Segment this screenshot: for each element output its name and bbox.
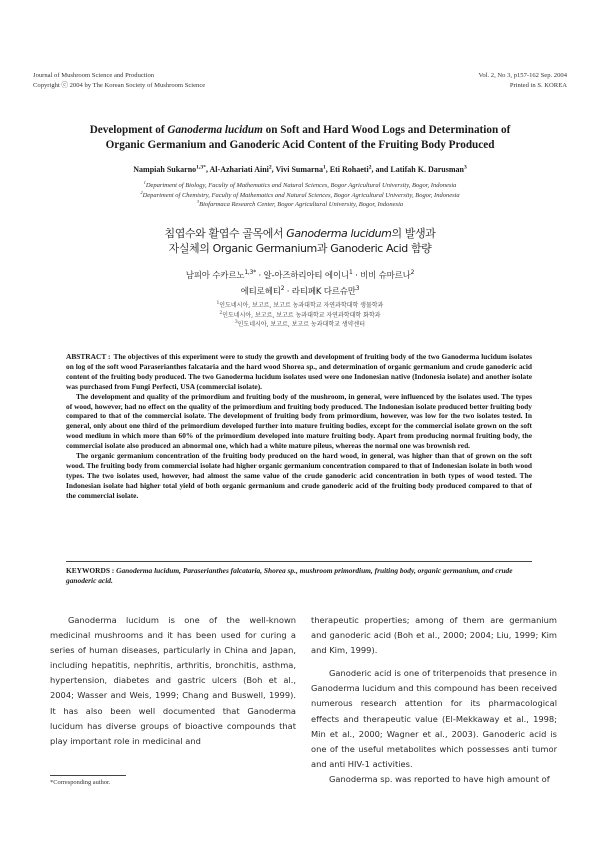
body-paragraph: Ganoderic acid is one of triterpenoids that presence in Ganoderma lucidum and this compound has been received numerous research attention for its pharmacological effects and therapeutic value (El-Mekkaway et al., 1998; Min et al., 2000; Wagner et al., 2003). Ganoderic acid is one of the useful metabolites which possesses anti tumor and anti HIV-1 activities. (311, 668, 557, 769)
keywords-label: KEYWORDS : (66, 566, 115, 575)
affiliation-3: $^3$Biofarmaca Research Center, Bogor Agricultural University, Bogor, Indonesia (196, 198, 404, 208)
keywords-text: Ganoderma lucidum, Paraserianthes falcataria, Shorea sp., mushroom primordium, fruiting body, organic germanium, and crude ganoderic acid. (66, 566, 513, 585)
korean-title-species: Ganoderma lucidum (286, 227, 392, 240)
keywords (66, 566, 532, 586)
korean-affiliations (40, 301, 560, 330)
title-part2: on Soft and Hard Wood Logs and Determination of (262, 124, 511, 136)
body-paragraph: Ganoderma lucidum is one of the well-known medicinal mushrooms and it has been used for curing a series of human diseases, particularly in China and Japan, including hepatitis, nephritis, arthritis, bronchitis, asthma, hypertension, diabetes and gastric ulcers (Boh et al., 2004; Wasser and Weis, 1999; Chang and Buswell, 1999). It has also been well documented that Ganoderma lucidum has diverse groups of bioactive compounds that play important role in medicinal and (50, 615, 296, 746)
body-column-left (50, 613, 296, 749)
footnote-divider (50, 775, 126, 776)
author-sup: 2 (368, 164, 372, 171)
abstract-paragraph-3: The organic germanium concentration of the fruiting body produced on the hard wood, in general, was higher than that of grown on the soft wood. The fruiting body from commercial isolate had higher organic germanium concentration compared to that of Indonesian isolate in both wood types. The two isolates used, however, had almost the same value of the crude ganoderic acid concentration in both types of wood tested. The Indonesian isolate had higher total yield of both organic germanium and crude ganoderic acid of the fruiting body produced compared to that of the commercial isolate. (66, 451, 532, 500)
copyright-line: Copyright ⓒ 2004 by The Korean Society of Mushroom Science (33, 82, 206, 89)
journal-header-right (478, 71, 567, 91)
author-name: , Vivi Sumarna (271, 165, 323, 174)
paper-title (40, 123, 560, 153)
author-name: , Al-Azhariati Aini (205, 165, 269, 174)
volume-info: Vol. 2, No 3, p157-162 Sep. 2004 (478, 72, 567, 79)
title-part1: Development of (89, 124, 168, 136)
author-name: Nampiah Sukarno (133, 165, 197, 174)
korean-title-line2: 자실체의 Organic Germanium과 Ganoderic Acid 함량 (168, 242, 432, 255)
abstract-label: ABSTRACT : (66, 352, 111, 361)
author-list (40, 164, 560, 176)
printed-in: Printed in S. KOREA (509, 82, 567, 89)
korean-affiliation-3: $^3$인도네시아, 보고르, 보고르 농과대학교 생약센터 (234, 319, 366, 328)
abstract-paragraph-1 (66, 352, 532, 392)
author-name: , Eti Rohaeti (325, 165, 369, 174)
affiliation-1: $^1$Department of Biology, Faculty of Mathematics and Natural Sciences, Bogor Agricultural University, Bogor, Indonesia (143, 179, 457, 189)
abstract-paragraph-2: The development and quality of the primordium and fruiting body of the mushroom, in general, were influenced by the isolates used. The types of wood, however, had no effect on the quality of the primordium and fruiting body produced. The Indonesian isolate produced better fruiting body compared to that of the commercial isolate. The development of fruiting body from primordium, however, was low for the two isolates tested. In general, only about one third of the primordium developed further into mature fruiting bodies, except for the commercial isolate grown on the soft wood medium in which more than 60% of the primordium developed into mature fruiting body. Apart from producing normal fruiting body, the commercial isolate also produced an abnormal one, which had a white mature pileus, whereas the normal one was brownish red. (66, 391, 532, 451)
journal-header-left (33, 71, 205, 91)
title-line2: Organic Germanium and Ganoderic Acid Content of the Fruiting Body Produced (105, 139, 495, 151)
author-sup: 3 (463, 164, 467, 171)
abstract-text-1: The objectives of this experiment were to study the growth and development of fruiting body of the two Ganoderma lucidum isolates on log of the soft wood Paraserianthes falcataria and the hard wood Shorea sp., and determination of organic germanium and crude ganoderic acid content of the fruiting body produced. The two Ganoderma lucidum isolates used were one Indonesian native (Indonesia isolate) and another isolate was purchased from Fungi Perfecti, USA (commercial isolate). (66, 352, 532, 391)
author-sup: 2 (268, 164, 272, 171)
author-sup: 1,3* (196, 164, 206, 171)
author-sup: 1 (323, 164, 326, 171)
keywords-divider (66, 561, 532, 562)
korean-authors: 남피아 수카르노$^{1,3*}$ · 알-아즈하리아티 에이니$^1$ · 비비 슈마르나$^2$ 에티로헤티$^2$ · 라티페K 다르슈만$^3$ (185, 269, 415, 297)
abstract (66, 352, 532, 501)
korean-title (40, 226, 560, 256)
footnote: *Corresponding author. (50, 779, 111, 786)
korean-title-part: 의 발생과 (391, 227, 436, 240)
korean-affiliation-1: $^1$인도네시아, 보고르, 보고르 농과대학교 자연과학대학 생물학과 (216, 300, 384, 309)
korean-affiliation-2: $^2$인도네시아, 보고르, 보고르 농과대학교 자연과학대학 화학과 (219, 309, 381, 319)
body-paragraph: Ganoderma sp. was reported to have high amount of (329, 773, 550, 784)
body-column-right (311, 613, 557, 787)
affiliation-2: $^2$Department of Chemistry, Faculty of Mathematics and Natural Sciences, Bogor Agricultural University, Bogor, Indonesia (140, 189, 460, 199)
body-paragraph: therapeutic properties; among of them are germanium and ganoderic acid (Boh et al., 2000; 2004; Liu, 1999; Kim and Kim, 1999). (311, 615, 557, 656)
title-species: Ganoderma lucidum (167, 124, 263, 136)
korean-title-part: 침엽수와 활엽수 골목에서 (164, 227, 287, 240)
affiliations (40, 181, 560, 210)
author-name: , and Latifah K. Darusman (371, 165, 464, 174)
journal-name: Journal of Mushroom Science and Production (33, 72, 155, 79)
